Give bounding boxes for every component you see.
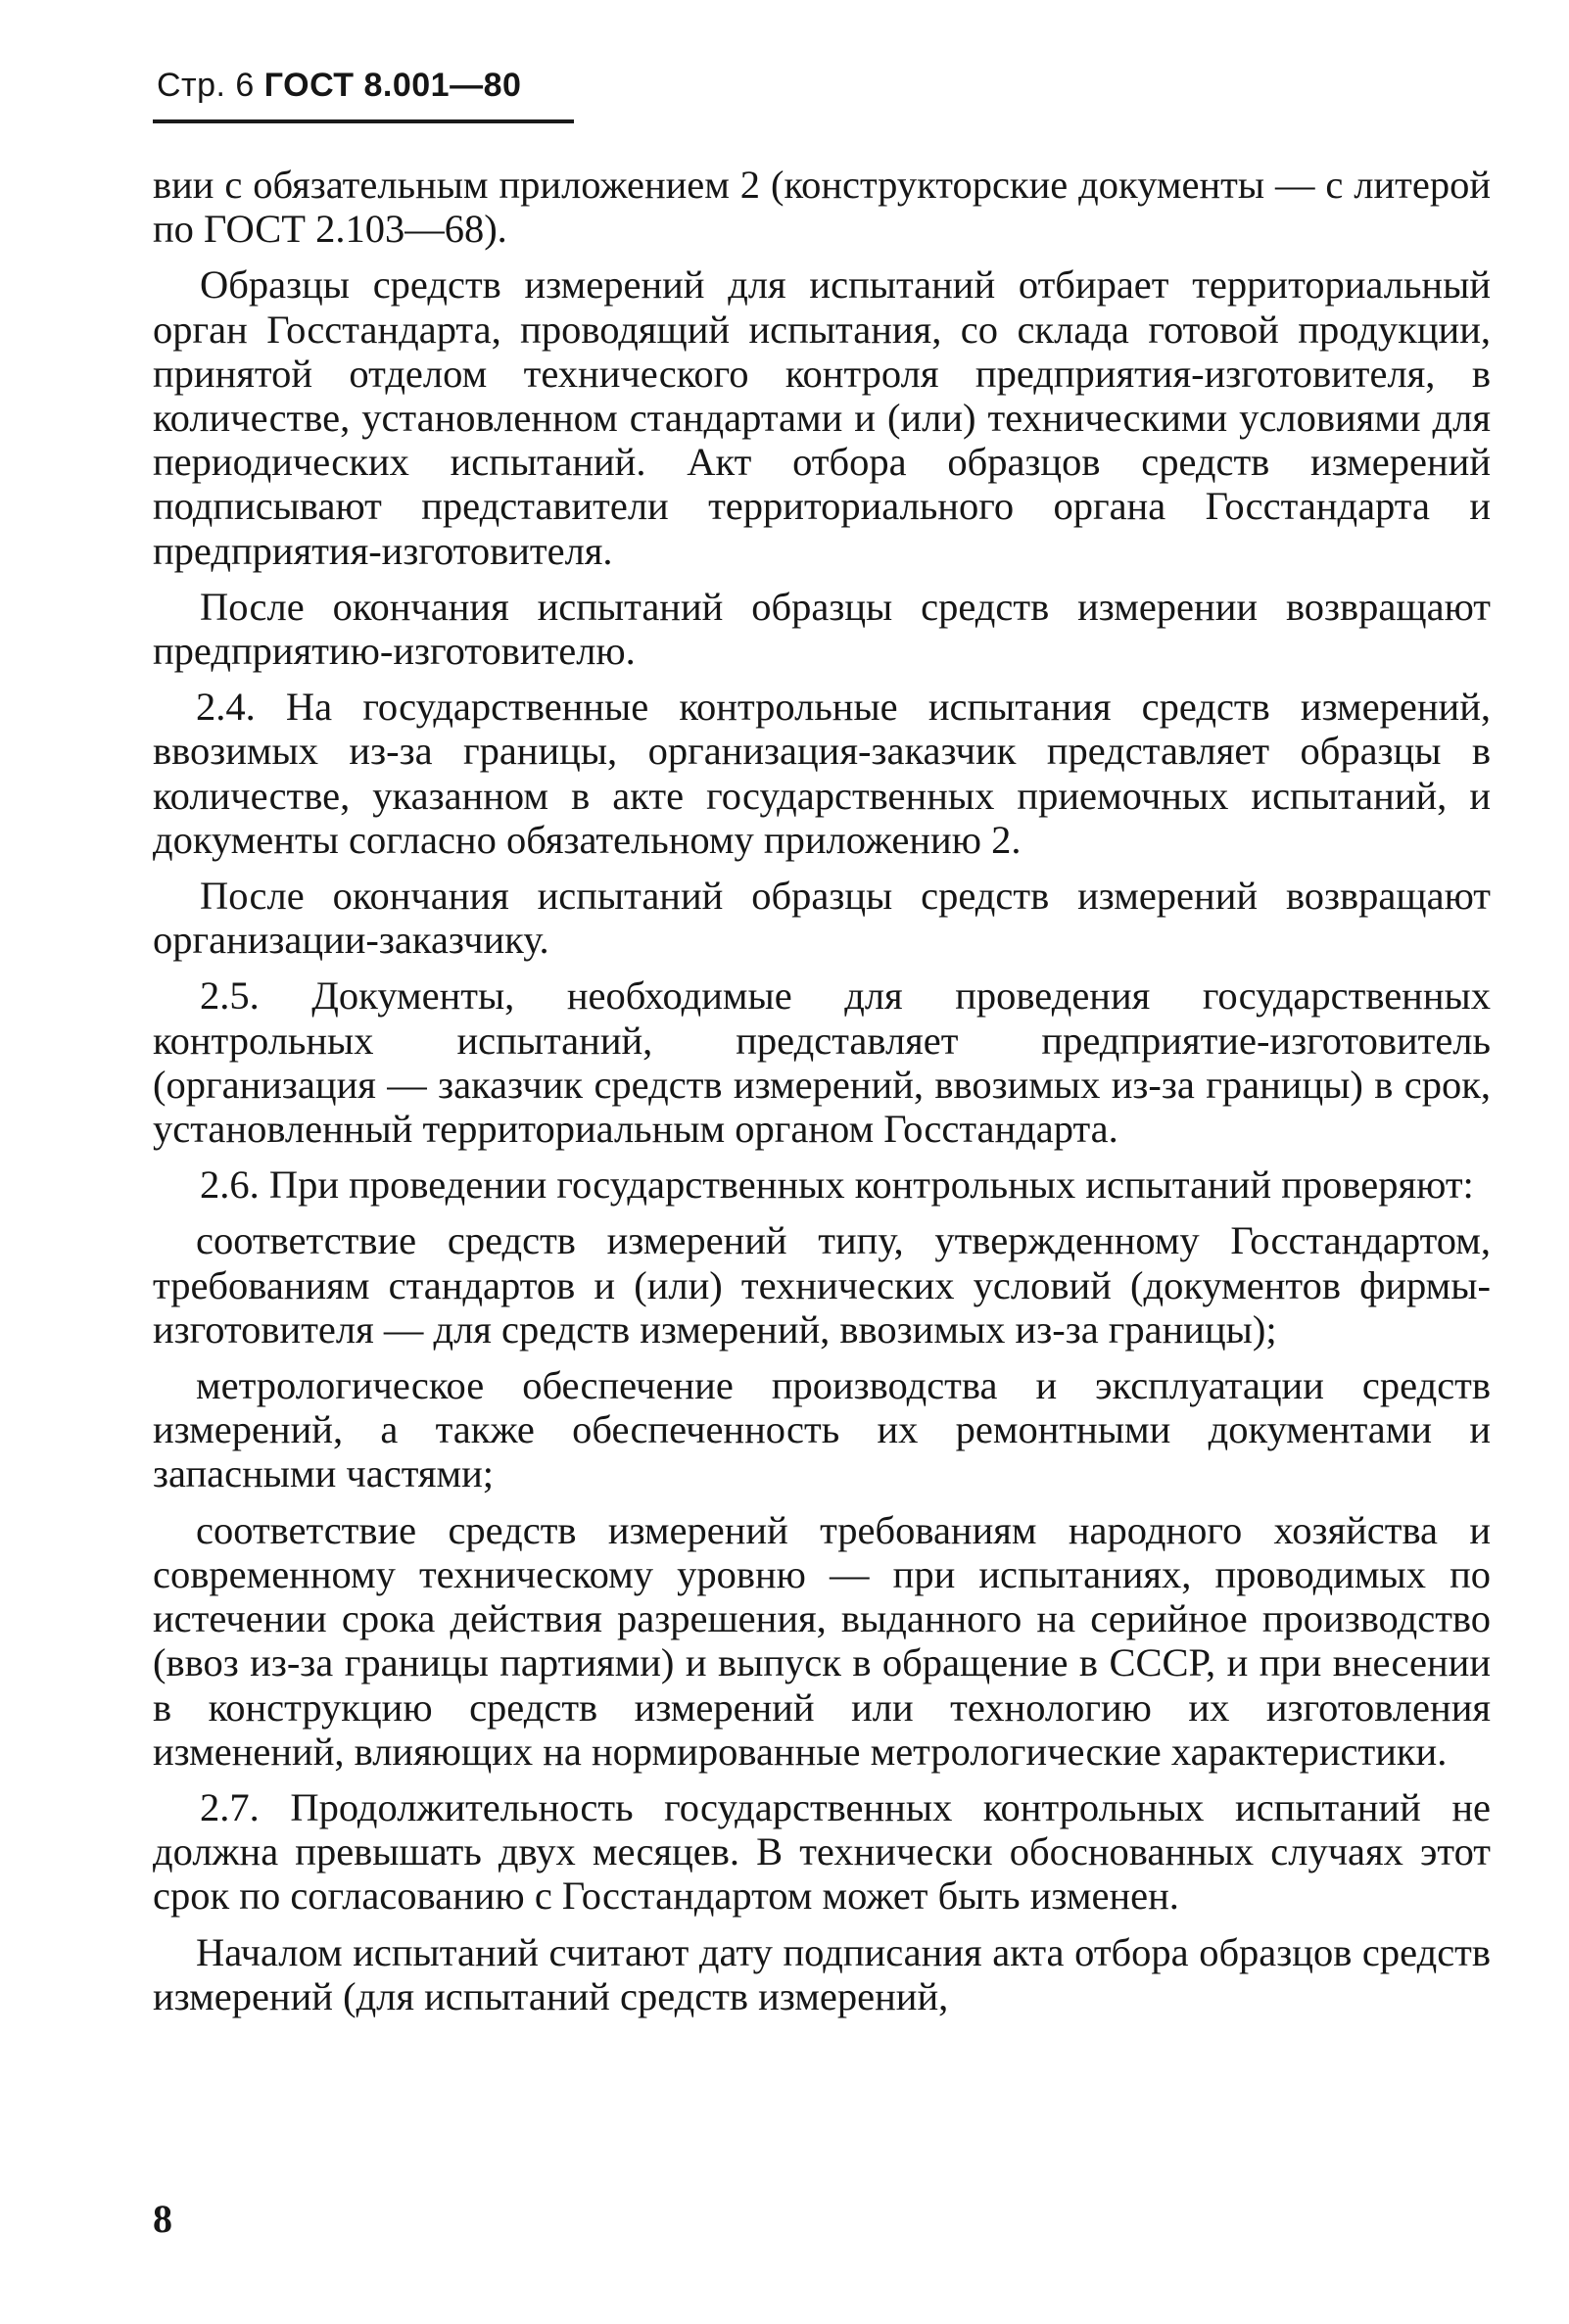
standard-title: ГОСТ 8.001—80	[263, 67, 522, 104]
header-divider	[153, 119, 574, 123]
paragraph-section-2-7: 2.7. Продолжительность государственных контрольных испытаний не должна превышать двух месяцев. В технически обоснованных случаях этот срок по согласованию с Госстандартом может быть изменен.	[153, 1784, 1491, 1919]
list-item: метрологическое обеспечение производства и эксплуатации средств измерений, а также обеспеченность их ремонтными документами и запасными частями;	[153, 1363, 1491, 1496]
paragraph: После окончания испытаний образцы средств измерении возвращают предприятию-изготовителю.	[153, 584, 1491, 674]
list-item: соответствие средств измерений требованиям народного хозяйства и современному техническому уровню — при испытаниях, проводимых по истечении срока действия разрешения, выданного на серийное производство (ввоз из-за границы партиями) и выпуск в обращение в СССР, и при внесении в конструкцию средств измерений или технологию их изготовления изменений, влияющих на нормированные метрологические характеристики.	[153, 1507, 1491, 1774]
paragraph: Началом испытаний считают дату подписания акта отбора образцов средств измерений (для испытаний средств измерений,	[153, 1929, 1491, 2018]
page-label: Стр. 6	[157, 67, 255, 104]
paragraph-section-2-6: 2.6. При проведении государственных контрольных испытаний проверяют:	[200, 1162, 1474, 1208]
page-number: 8	[153, 2197, 172, 2241]
paragraph: После окончания испытаний образцы средств измерений возвращают организации-заказчику.	[153, 874, 1491, 963]
body-text	[153, 163, 1491, 2030]
list-item: соответствие средств измерений типу, утвержденному Госстандартом, требованиям стандартов и (или) технических условий (документов фирмы-изготовителя — для средств измерений, ввозимых из-за границы);	[153, 1218, 1491, 1352]
paragraph: вии с обязательным приложением 2 (конструкторские документы — с литерой по ГОСТ 2.103—68).	[153, 163, 1491, 252]
paragraph-section-2-5: 2.5. Документы, необходимые для проведения государственных контрольных испытаний, представляет предприятие-изготовитель (организация — заказчик средств измерений, ввозимых из-за границы) в срок, установленный территориальным органом Госстандарта.	[153, 973, 1491, 1152]
paragraph-section-2-4: 2.4. На государственные контрольные испытания средств измерений, ввозимых из-за границы, организация-заказчик представляет образцы в количестве, указанном в акте государственных приемочных испытаний, и документы согласно обязательному приложению 2.	[153, 685, 1491, 862]
paragraph: Образцы средств измерений для испытаний отбирает территориальный орган Госстандарта, проводящий испытания, со склада готовой продукции, принятой отделом технического контроля предприятия-изготовителя, в количестве, установленном стандартами и (или) техническими условиями для периодических испытаний. Акт отбора образцов средств измерений подписывают представители территориального органа Госстандарта и предприятия-изготовителя.	[153, 262, 1491, 573]
page-header	[157, 67, 521, 105]
